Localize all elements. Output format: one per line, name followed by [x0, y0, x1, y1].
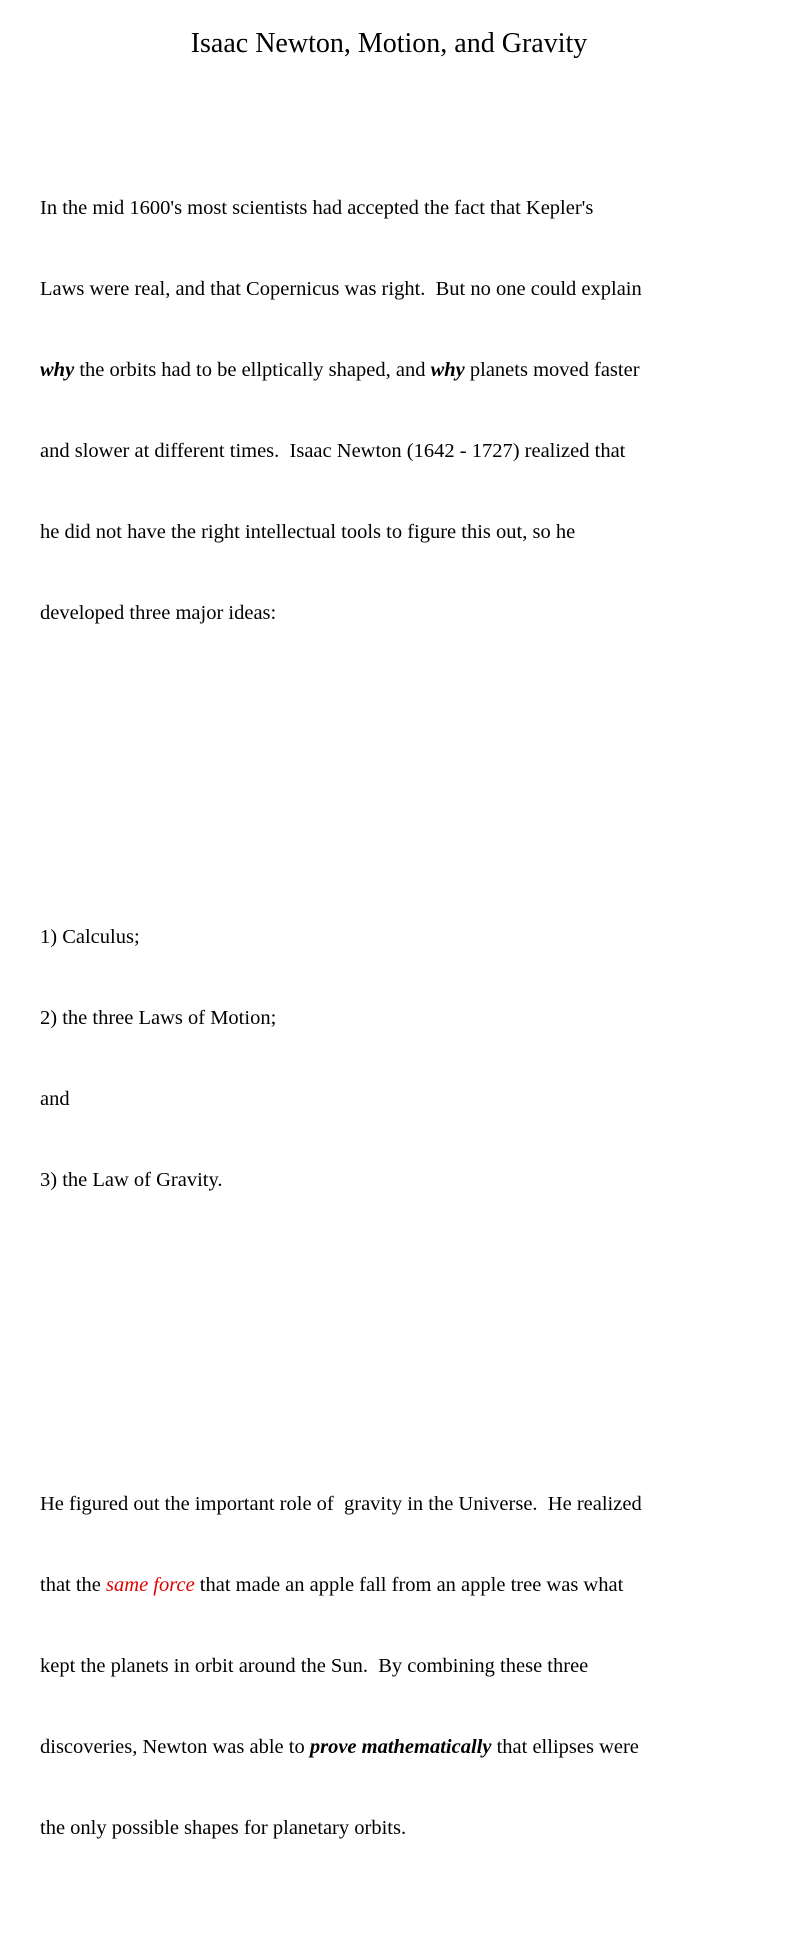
conclusion-line-1: He figured out the important role of gravity in the Universe. He realized [40, 1493, 642, 1515]
emphasis-why-1: why [40, 359, 75, 381]
conclusion-line-2 [40, 1572, 770, 1599]
intro-line-6: developed three major ideas: [40, 602, 277, 624]
intro-paragraph [40, 141, 770, 681]
ideas-list [40, 870, 770, 1248]
spacer [40, 1329, 770, 1356]
spacer [40, 762, 770, 789]
conclusion-line-4-end: that ellipses were [491, 1736, 639, 1758]
idea-item-calculus: 1) Calculus; [40, 926, 140, 948]
conclusion-line-2-start: that the [40, 1574, 107, 1596]
conclusion-paragraph [40, 1437, 770, 1896]
conclusion-line-2-end: that made an apple fall from an apple tree was what [194, 1574, 624, 1596]
intro-line-3-end: planets moved faster [464, 359, 640, 381]
intro-line-4: and slower at different times. Isaac Newton (1642 - 1727) realized that [40, 440, 626, 462]
conclusion-line-5: the only possible shapes for planetary orbits. [40, 1817, 407, 1839]
emphasis-prove-mathematically: prove mathematically [309, 1736, 492, 1758]
slide-body [40, 87, 770, 1950]
idea-item-gravity: 3) the Law of Gravity. [40, 1169, 223, 1191]
emphasis-why-2: why [430, 359, 465, 381]
intro-line-2: Laws were real, and that Copernicus was right. But no one could explain [40, 278, 642, 300]
conclusion-line-3: kept the planets in orbit around the Sun. By combining these three [40, 1655, 589, 1677]
idea-item-laws-of-motion: 2) the three Laws of Motion; [40, 1007, 277, 1029]
conclusion-line-4-start: discoveries, Newton was able to [40, 1736, 310, 1758]
highlight-same-force: same force [106, 1574, 195, 1596]
intro-line-3 [40, 357, 770, 384]
page-title: Isaac Newton, Motion, and Gravity [190, 28, 588, 59]
conclusion-line-4 [40, 1734, 770, 1761]
intro-line-1: In the mid 1600's most scientists had accepted the fact that Kepler's [40, 197, 594, 219]
intro-line-3-mid: the orbits had to be ellptically shaped, and [74, 359, 431, 381]
intro-line-5: he did not have the right intellectual tools to figure this out, so he [40, 521, 576, 543]
idea-conjunction: and [40, 1088, 70, 1110]
